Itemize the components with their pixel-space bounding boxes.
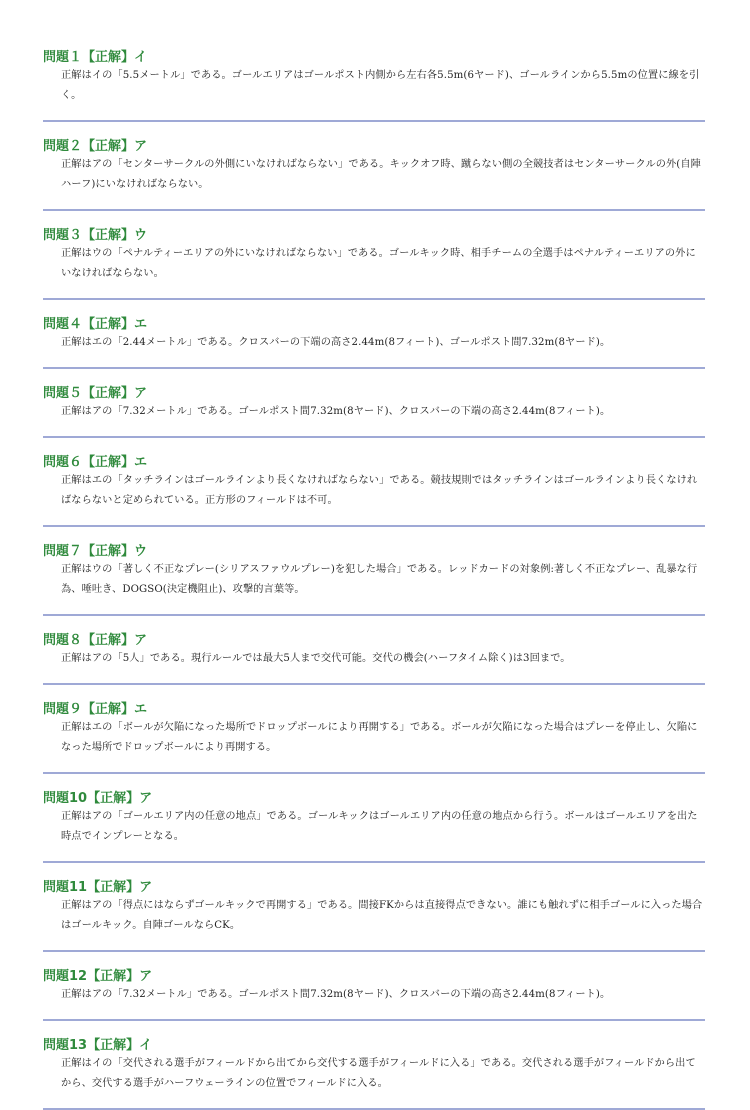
answer-explanation: 正解はアの「7.32メートル」である。ゴールポスト間7.32m(8ヤード)、クロスバーの下端の高さ2.44m(8フィート)。	[61, 406, 611, 417]
answer-title: 問題６【正解】エ	[43, 455, 148, 470]
answer-item-13	[43, 1038, 705, 1110]
answer-item-4	[43, 317, 705, 369]
answer-item-7	[43, 544, 705, 616]
section-divider	[43, 525, 705, 527]
section-divider	[43, 614, 705, 616]
answer-item-8	[43, 633, 705, 685]
answer-title: 問題１【正解】イ	[43, 50, 148, 65]
answer-item-9	[43, 702, 705, 774]
answer-title: 問題12【正解】ア	[43, 969, 153, 984]
answer-item-10	[43, 791, 705, 863]
answer-explanation: 正解はウの「ペナルティーエリアの外にいなければならない」である。ゴールキック時、相手チームの全選手はペナルティーエリアの外にいなければならない。	[61, 248, 696, 279]
section-divider	[43, 367, 705, 369]
answer-item-11	[43, 880, 705, 952]
answer-explanation: 正解はエの「タッチラインはゴールラインより長くなければならない」である。競技規則ではタッチラインはゴールラインより長くなければならないと定められている。正方形のフィールドは不可。	[61, 475, 698, 506]
answer-title: 問題10【正解】ア	[43, 791, 153, 806]
answer-title: 問題５【正解】ア	[43, 386, 148, 401]
section-divider	[43, 861, 705, 863]
answer-explanation: 正解はアの「センターサークルの外側にいなければならない」である。キックオフ時、蹴らない側の全競技者はセンターサークルの外(自陣ハーフ)にいなければならない。	[61, 159, 701, 190]
answer-item-5	[43, 386, 705, 438]
answer-explanation: 正解はエの「ボールが欠陥になった場所でドロップボールにより再開する」である。ボールが欠陥になった場合はプレーを停止し、欠陥になった場所でドロップボールにより再開する。	[61, 722, 698, 753]
answer-explanation: 正解はアの「7.32メートル」である。ゴールポスト間7.32m(8ヤード)、クロスバーの下端の高さ2.44m(8フィート)。	[61, 989, 611, 1000]
answer-item-3	[43, 228, 705, 300]
section-divider	[43, 1019, 705, 1021]
section-divider	[43, 950, 705, 952]
answer-list	[0, 50, 750, 1110]
answer-title: 問題２【正解】ア	[43, 139, 148, 154]
answer-title: 問題８【正解】ア	[43, 633, 148, 648]
answer-explanation: 正解はアの「5人」である。現行ルールでは最大5人まで交代可能。交代の機会(ハーフタイム除く)は3回まで。	[61, 653, 571, 664]
section-divider	[43, 683, 705, 685]
answer-explanation: 正解はエの「2.44メートル」である。クロスバーの下端の高さ2.44m(8フィート)、ゴールポスト間7.32m(8ヤード)。	[61, 337, 611, 348]
answer-title: 問題７【正解】ウ	[43, 544, 148, 559]
answer-item-1	[43, 50, 705, 122]
answer-explanation: 正解はイの「交代される選手がフィールドから出てから交代する選手がフィールドに入る」である。交代される選手がフィールドから出てから、交代する選手がハーフウェーラインの位置でフィールドに入る。	[61, 1058, 696, 1089]
answer-title: 問題３【正解】ウ	[43, 228, 148, 243]
answer-explanation: 正解はアの「ゴールエリア内の任意の地点」である。ゴールキックはゴールエリア内の任意の地点から行う。ボールはゴールエリアを出た時点でインプレーとなる。	[61, 811, 698, 842]
answer-title: 問題４【正解】エ	[43, 317, 148, 332]
answer-title: 問題13【正解】イ	[43, 1038, 153, 1053]
answer-explanation: 正解はアの「得点にはならずゴールキックで再開する」である。間接FKからは直接得点できない。誰にも触れずに相手ゴールに入った場合はゴールキック。自陣ゴールならCK。	[61, 900, 703, 931]
answer-title: 問題９【正解】エ	[43, 702, 148, 717]
answer-explanation: 正解はイの「5.5メートル」である。ゴールエリアはゴールポスト内側から左右各5.5m(6ヤード)、ゴールラインから5.5mの位置に線を引く。	[61, 70, 700, 101]
section-divider	[43, 209, 705, 211]
answer-item-12	[43, 969, 705, 1021]
section-divider	[43, 772, 705, 774]
section-divider	[43, 298, 705, 300]
answer-item-2	[43, 139, 705, 211]
section-divider	[43, 436, 705, 438]
answer-explanation: 正解はウの「著しく不正なプレー(シリアスファウルプレー)を犯した場合」である。レッドカードの対象例:著しく不正なプレー、乱暴な行為、唾吐き、DOGSO(決定機阻止)、攻撃的言葉等。	[61, 564, 698, 595]
answer-item-6	[43, 455, 705, 527]
section-divider	[43, 120, 705, 122]
answer-title: 問題11【正解】ア	[43, 880, 153, 895]
